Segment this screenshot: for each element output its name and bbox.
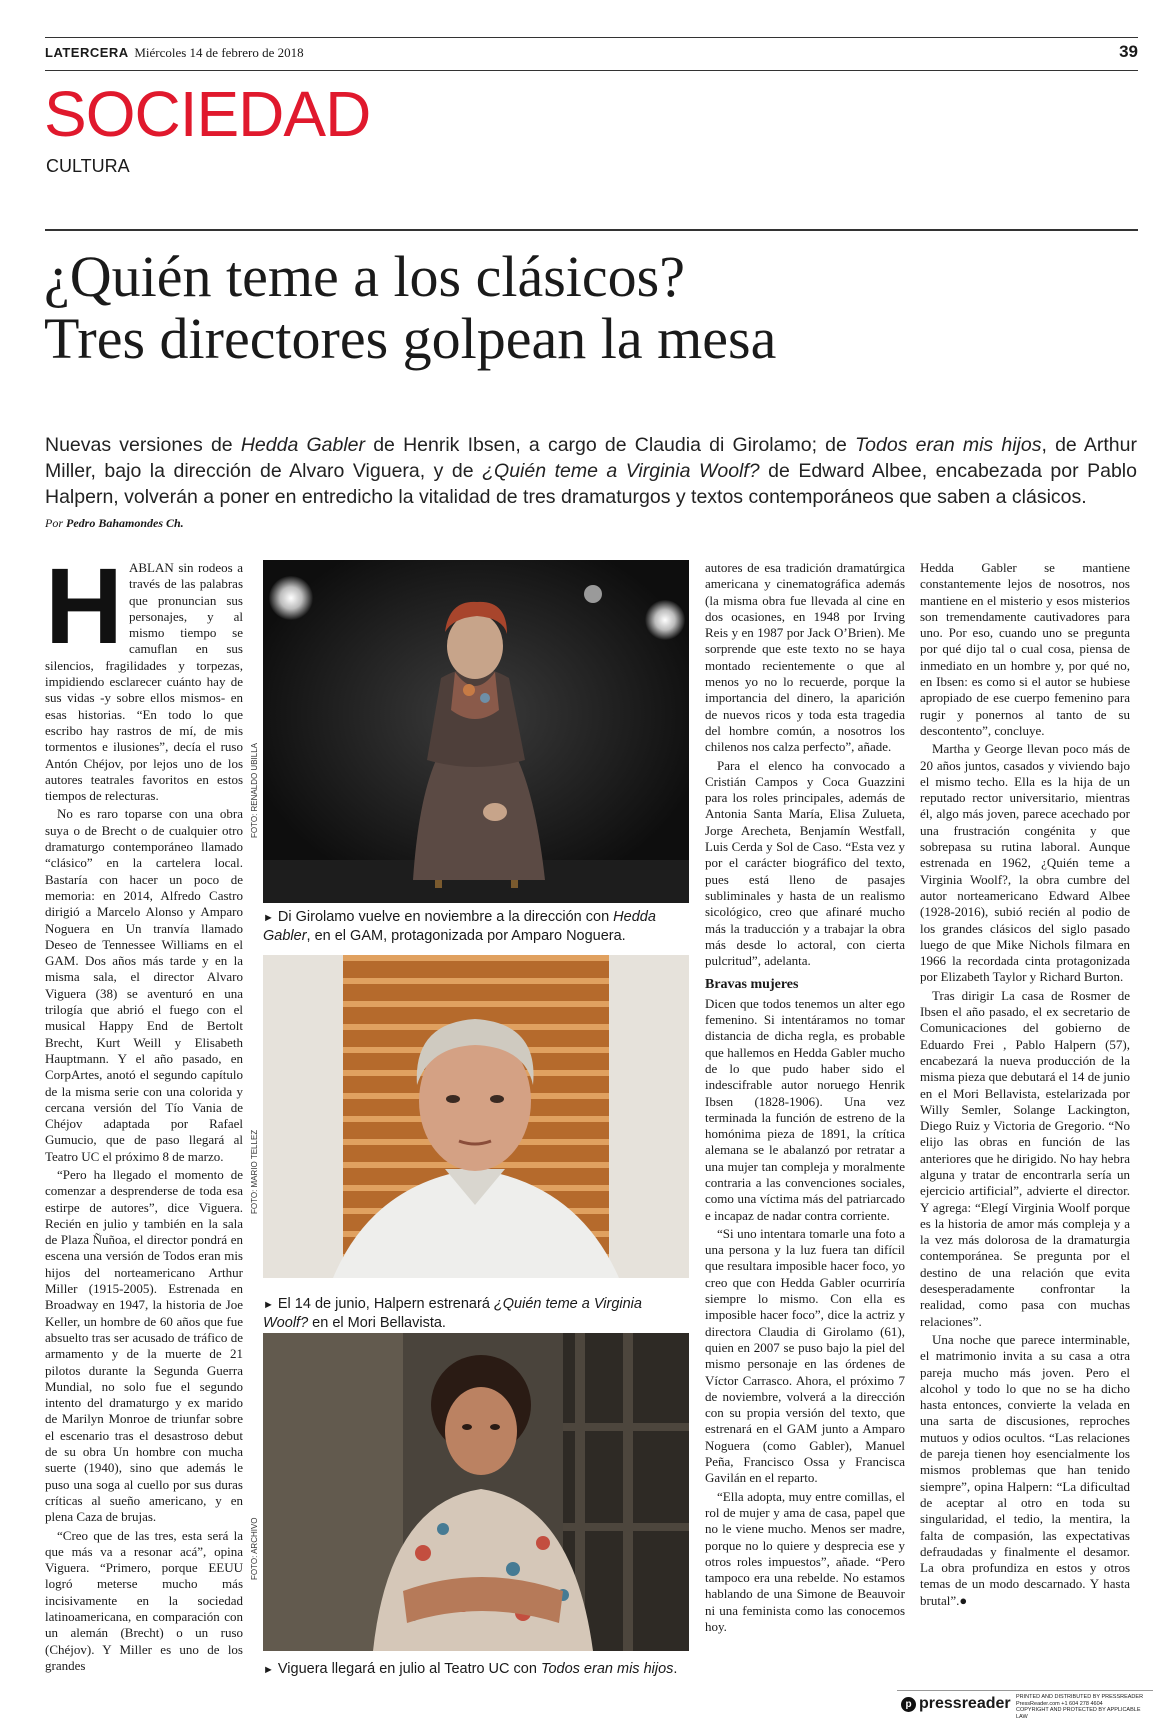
headline-line-1: ¿Quién teme a los clásicos? (44, 244, 685, 309)
section-rule (45, 229, 1138, 231)
photo-credit: FOTO: ARCHIVO (250, 1517, 259, 1580)
section-title: SOCIEDAD (44, 78, 371, 150)
dek: Nuevas versiones de Hedda Gabler de Henrik Ibsen, a cargo de Claudia di Girolamo; de Todos eran mis hijos, de Arthur Miller, bajo la dirección de Alvaro Viguera, y de ¿Quién teme a Virginia Woolf? de Edward Albee, encabezada por Pablo Halpern, volverán a poner en entredicho la vitalidad de tres dramaturgos y textos contemporáneos que saben a clásicos. (45, 434, 1137, 508)
photo-caption: ► Di Girolamo vuelve en noviembre a la dirección con Hedda Gabler, en el GAM, protagonizada por Amparo Noguera. (263, 909, 656, 944)
stairs-portrait-illustration (263, 955, 689, 1278)
byline-prefix: Por (45, 516, 63, 530)
caption-arrow-icon: ► (263, 1299, 274, 1311)
caption-arrow-icon: ► (263, 1664, 274, 1676)
paragraph: Para el elenco ha convocado a Cristián Campos y Coca Guazzini para los roles principales, además de Antonia Santa María, Elisa Zulueta, Jorge Arecheta, Benjamín Westfall, Luis Cerda y Sol de Caso. “Esta vez y por el carácter biográfico del texto, pues está lleno de pasajes subliminales y hasta de un realismo sicológico, creo que afinaré mucho más la traducción y a trabajar la obra más desde lo actoral, con cierta pulcritud”, adelanta. (705, 757, 905, 969)
photo-caption: ► El 14 de junio, Halpern estrenará ¿Quién teme a Virginia Woolf? en el Mori Bellavista. (263, 1296, 642, 1331)
photo-credit: FOTO: RENALDO UBILLA (250, 743, 259, 838)
article-column-1 (45, 545, 243, 1698)
headline-line-2: Tres directores golpean la mesa (44, 306, 777, 371)
urban-portrait-illustration (263, 1333, 689, 1651)
masthead (45, 42, 1138, 67)
pressreader-icon: p (901, 1697, 916, 1712)
photo-viguera (263, 1333, 689, 1651)
newspaper-brand: LATERCERA (45, 45, 129, 60)
subheading: Bravas mujeres (705, 977, 799, 993)
paragraph: Tras dirigir La casa de Rosmer de Ibsen el año pasado, el ex secretario de Comunicaciones del gobierno de Eduardo Frei , Pablo Halpern (57), encabezará la nueva producción de la misma pieza que debutará el 14 de junio en el Mori Bellavista, estelarizada por Willy Semler, Solange Lackington, Diego Ruiz y Victoria de Gregorio. “No elijo las obras en función de las anteriores que he dirigido. No hay hebra alguna y tratar de encontrarla sería un ejercicio artificial”, advierte el director. Y agrega: “Elegí Virginia Woolf porque es la historia de amor más compleja y a la vez más dolorosa de la dramaturgia contemporánea. Se pregunta por el destino de una relación que evita desesperadamente confrontar la realidad, como pasa con muchas relaciones”. (920, 987, 1130, 1329)
issue-date: Miércoles 14 de febrero de 2018 (134, 45, 304, 60)
paragraph: Hedda Gabler se mantiene constantemente lejos de nosotros, nos mantiene en el misterio y esos misterios son tremendamente cautivadores para uno. Por eso, cuando uno se pregunta por qué dijo tal o cual cosa, piensa de inmediato en un hombre y, por qué no, en Ibsen: es como si el autor se hubiese apropiado de ese cuerpo femenino para rugir y ponernos al tanto de su descontento”, concluye. (920, 560, 1130, 738)
paragraph: Una noche que parece interminable, el matrimonio invita a su casa a otra pareja mucho más joven. Pero el alcohol y todo lo que no se ha dicho hasta entonces, convierte la velada en una sarta de discusiones, reproches mutuos y odios ocultos. “Las relaciones de pareja tienen hoy esencialmente los mismos problemas que han tenido siempre”, opina Halpern: “La dificultad de aceptar al otro en toda su singularidad, el tedio, la mentira, la falta de compasión, las expectativas defraudadas y finalmente el desamor. La obra profundiza en estos y otros temas de un modo descarnado. Y hasta brutal”.● (920, 1331, 1130, 1608)
paragraph: “Si uno intentara tomarle una foto a una persona y la luz fuera tan difícil que resultara imposible hacer foco, yo creo que con Hedda Gabler ocurriría siempre lo mismo. Con ella es imposible hacer foco”, dice la actriz y directora Claudia di Girolamo (61), quien en 2007 se puso bajo la piel del mismo personaje en las órdenes de Víctor Carrasco. Ahora, el próximo 7 de noviembre, volverá a la dirección con su propia versión del texto, que estrenará en el GAM junto a Amparo Noguera (como Gabler), Manuel Peña, Francisco Ossa y Francisca Gavilán en el reparto. (705, 1225, 905, 1486)
article-column-4 (920, 560, 1130, 1698)
pressreader-footer (897, 1690, 1153, 1720)
paragraph: Martha y George llevan poco más de 20 años juntos, casados y viviendo bajo el mismo techo. Ella es la hija de un reputado rector universitario, mientras él, algo más joven, parece acechado por una frustración congénita y que sobrepasa su rutina laboral. Aunque estrenada en 1962, ¿Quién teme a Virginia Woolf?, la obra cumbre del autor norteamericano Edward Albee (1928-2016), subió recién al podio de los grandes clásicos del siglo pasado luego de que Mike Nichols filmara en 1966 la recordada cinta protagonizada por Elizabeth Taylor y Richard Burton. (920, 741, 1130, 985)
photo-halpern (263, 955, 689, 1278)
photo-caption: ► Viguera llegará en julio al Teatro UC con Todos eran mis hijos. (263, 1661, 678, 1677)
paragraph: No es raro toparse con una obra suya o de Brecht o de cualquier otro dramaturgo contemporáneo llamado “clásico” en la cartelera local. Bastaría con hacer un poco de memoria: en 2014, Alfredo Castro dirigió a Marcelo Alonso y Amparo Noguera en Un tranvía llamado Deseo de Tennessee Williams en el GAM. Dos años más tarde y en la misma sala, el director Alvaro Viguera (38) se aventuró en una trilogía que abrió el fuego con el musical Happy End de Bertolt Brecht, Kurt Weill y Elisabeth Hauptmann. Y el año pasado, en CorpArtes, anotó el segundo capítulo de la misma serie con una colorida y cercana versión del Tío Vania de Chéjov adaptada por Rafael Gumucio, que de paso llegará al Teatro UC el próximo 8 de marzo. (45, 806, 243, 1164)
paragraph: “Creo que de las tres, esta será la que más va a resonar acá”, opina Viguera. “Primero, porque EEUU logró meterse mucho más incisivamente en la sociedad latinoamericana, en comparación con un alemán (Brecht) o un ruso (Chéjov). Y Miller es uno de los grandes (45, 1527, 243, 1673)
drop-cap: H (45, 545, 123, 666)
headline (44, 246, 1134, 370)
pressreader-logo: p pressreader (901, 1695, 1011, 1713)
masthead-rule (45, 70, 1138, 71)
subsection-title: CULTURA (46, 156, 130, 176)
article-column-3 (705, 560, 905, 1698)
paragraph: autores de esa tradición dramatúrgica americana y cinematográfica además (la misma obra fue llevada al cine en dos ocasiones, en 1948 por Irving Reis y en 1987 por Jack O’Brien). Me sorprende que este texto no se haya montado recientemente o que al menos yo no lo recuerde, porque la importancia del dinero, la aparición de nuevos ricos y toda esta tragedia del hombre común, a nosotros los chilenos nos calza perfecto”, añade. (705, 560, 905, 755)
stage-portrait-illustration (263, 560, 689, 903)
pressreader-notice: PRINTED AND DISTRIBUTED BY PRESSREADER PressReader.com +1 604 278 4604 COPYRIGHT AND PROTECTED BY APPLICABLE LAW (1016, 1694, 1144, 1720)
top-rule (45, 37, 1138, 38)
byline (45, 516, 184, 531)
paragraph: ABLAN sin rodeos a través de las palabras que pronuncian sus personajes, y al mismo tiempo se camuflan en sus silencios, fragilidades y torpezas, impidiendo esclarecer cuánto hay de sus vidas -y sobre ellos mismos- en esas historias. “En todo lo que escribo hay rastros de mí, de mis tormentos e ilusiones”, decía el ruso Antón Chéjov, por lejos uno de los autores teatrales favoritos en estos tiempos de relecturas. (45, 560, 243, 804)
caption-arrow-icon: ► (263, 912, 274, 924)
paragraph: “Ella adopta, muy entre comillas, el rol de mujer y ama de casa, papel que no le viene mucho. Menos ser madre, porque no lo quiere y desprecia ese y otros roles impuestos”, añade. “Pero tampoco era una rebelde. No estamos hablando de una Simone de Beauvoir ni una feminista como las conocemos hoy. (705, 1488, 905, 1634)
photo-credit: FOTO: MARIO TELLEZ (250, 1129, 259, 1214)
paragraph: Dicen que todos tenemos un alter ego femenino. Si intentáramos no tomar distancia de dicha regla, es probable que hallemos en Hedda Gabler mucho de lo que pudo haber sido el indescifrable autor noruego Henrik Ibsen (1828-1906). Una vez terminada la función de estreno de la homónima pieza de 1891, la crítica alemana se le abalanzó por retratar a una mujer tan compleja y moralmente contraria a las convenciones sociales, como una víctima más del patriarcado e incapaz de nadar contra corriente. (705, 995, 905, 1223)
byline-author: Pedro Bahamondes Ch. (66, 516, 184, 530)
paragraph: “Pero ha llegado el momento de comenzar a desprenderse de toda esa estirpe de autores”, dice Viguera. Recién en julio y también en la sala de Plaza Ñuñoa, el director pondrá en escena una versión de Todos eran mis hijos del norteamericano Arthur Miller (1915-2005). Estrenada en Broadway en 1947, la historia de Joe Keller, un hombre de 60 años que fue absuelto tras ser acusado de tráfico de armamento y de la muerte de 21 pilotos durante la Segunda Guerra Mundial, no solo fue el segundo intento del dramaturgo y ex marido de Marilyn Monroe de triunfar sobre el escenario tras el desastroso debut de su obra Un hombre con mucha suerte (1940), sino que además le puso una soga al cuello por sus duras críticas al sueño americano, y en plena Caza de brujas. (45, 1166, 243, 1525)
page-number: 39 (1119, 42, 1138, 61)
photo-di-girolamo (263, 560, 689, 903)
